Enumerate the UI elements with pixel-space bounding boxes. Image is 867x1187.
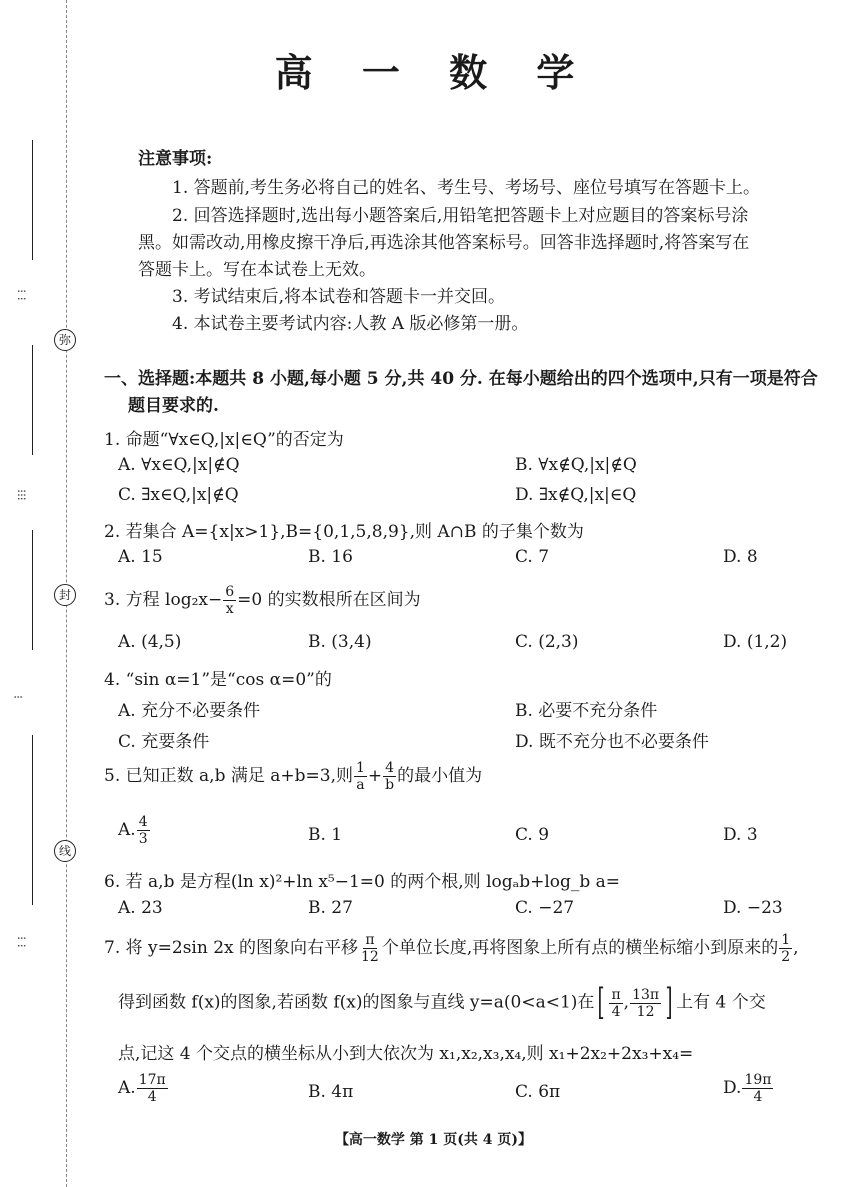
q3-frac-num: 6 xyxy=(225,584,235,600)
q7-a-label: A. xyxy=(118,1078,136,1098)
gutter-mark-4: ⁝ ⁝ xyxy=(14,936,29,948)
gutter-mark-2: ⁝⁝⁝ xyxy=(14,489,29,501)
q7-a-fraction xyxy=(137,1072,168,1105)
q5-option-a xyxy=(118,814,151,847)
notice-item-2-end: 答题卡上。写在本试卷上无效。 xyxy=(138,260,376,280)
q5-a-den: 3 xyxy=(138,831,148,847)
q3-stem-post: =0 的实数根所在区间为 xyxy=(237,590,421,610)
seal-circle-mi: 弥 xyxy=(54,329,76,351)
q7-int-b-den: 12 xyxy=(636,1003,655,1020)
q7-a-den: 4 xyxy=(147,1089,157,1105)
q3-frac-den: x xyxy=(225,601,234,617)
q7-left-bracket: [ xyxy=(597,982,605,1023)
q3-option-b: B. (3,4) xyxy=(308,632,372,652)
q7-shift-den: 12 xyxy=(361,949,379,965)
q3-option-d: D. (1,2) xyxy=(723,632,788,652)
q5-f1-den: a xyxy=(356,777,365,793)
q4-stem: 4. “sin α=1”是“cos α=0”的 xyxy=(104,670,332,690)
q7-interval-comma: , xyxy=(623,992,630,1013)
q4-option-c: C. 充要条件 xyxy=(118,732,210,752)
q2-option-b: B. 16 xyxy=(308,547,353,567)
q2-option-c: C. 7 xyxy=(515,547,550,567)
q5-f2-num: 4 xyxy=(385,760,395,776)
q5-f2-den: b xyxy=(385,777,395,793)
q7-l2-post: 上有 4 个交 xyxy=(676,992,766,1013)
q7-interval-end xyxy=(630,987,661,1020)
notice-item-2: 2. 回答选择题时,选出每小题答案后,用铅笔把答题卡上对应题目的答案标号涂 xyxy=(172,206,749,226)
q6-option-c: C. −27 xyxy=(515,898,575,918)
q1-option-b: B. ∀x∉Q,|x|∉Q xyxy=(515,455,637,475)
q7-int-a-num: π xyxy=(611,986,621,1003)
q4-option-a: A. 充分不必要条件 xyxy=(118,701,261,721)
q7-l1-mid: 个单位长度,再将图象上所有点的横坐标缩小到原来的 xyxy=(381,938,779,958)
page-title: 高 一 数 学 xyxy=(274,50,593,95)
notice-item-2-cont: 黑。如需改动,用橡皮擦干净后,再选涂其他答案标号。回答非选择题时,将答案写在 xyxy=(138,233,750,253)
q5-a-label: A. xyxy=(118,820,136,840)
q7-int-b-num: 13π xyxy=(632,986,660,1003)
q3-option-a: A. (4,5) xyxy=(118,632,182,652)
q7-d-fraction xyxy=(742,1072,773,1105)
q7-option-a xyxy=(118,1072,169,1105)
gutter-line-4 xyxy=(32,735,33,905)
section-header: 一、选择题:本题共 8 小题,每小题 5 分,共 40 分. 在每小题给出的四个选项中,只有一项是符合 xyxy=(104,369,818,389)
q7-l1-end: , xyxy=(793,938,799,958)
q7-shift-fraction xyxy=(359,932,381,965)
q5-fraction-1 xyxy=(354,760,367,793)
q5-option-d: D. 3 xyxy=(723,825,758,845)
q3-option-c: C. (2,3) xyxy=(515,632,579,652)
q2-option-d: D. 8 xyxy=(723,547,758,567)
q5-stem-pre: 5. 已知正数 a,b 满足 a+b=3,则 xyxy=(104,766,353,786)
q7-d-den: 4 xyxy=(753,1089,763,1105)
q5-a-fraction xyxy=(137,814,150,847)
q3-stem xyxy=(104,584,421,617)
q7-a-num: 17π xyxy=(138,1072,166,1088)
q4-option-b: B. 必要不充分条件 xyxy=(515,701,658,721)
q1-stem: 1. 命题“∀x∈Q,|x|∈Q”的否定为 xyxy=(104,430,344,450)
q7-l2-pre: 得到函数 f(x)的图象,若函数 f(x)的图象与直线 y=a(0<a<1)在 xyxy=(118,992,595,1013)
q7-half-den: 2 xyxy=(781,949,791,965)
q5-a-num: 4 xyxy=(138,814,148,830)
q7-right-bracket: ] xyxy=(665,982,673,1023)
q7-option-d xyxy=(723,1072,774,1105)
q7-l1-pre: 7. 将 y=2sin 2x 的图象向右平移 xyxy=(104,938,359,958)
q5-stem-post: 的最小值为 xyxy=(397,766,483,786)
notice-item-3: 3. 考试结束后,将本试卷和答题卡一并交回。 xyxy=(172,287,506,307)
q7-option-c: C. 6π xyxy=(515,1082,561,1102)
q4-option-d: D. 既不充分也不必要条件 xyxy=(515,732,709,752)
gutter-line-3 xyxy=(32,530,33,650)
q3-stem-pre: 3. 方程 log₂x− xyxy=(104,590,223,610)
gutter-mark-1: ⁝ ⁝ xyxy=(14,289,29,301)
q6-option-d: D. −23 xyxy=(723,898,783,918)
notice-item-1: 1. 答题前,考生务必将自己的姓名、考生号、考场号、座位号填写在答题卡上。 xyxy=(172,178,761,198)
q7-half-num: 1 xyxy=(781,932,791,948)
q6-option-a: A. 23 xyxy=(118,898,163,918)
section-header-cont: 题目要求的. xyxy=(128,396,219,416)
q2-option-a: A. 15 xyxy=(118,547,163,567)
page-footer: 【高一数学 第 1 页(共 4 页)】 xyxy=(334,1132,533,1148)
q7-line-2 xyxy=(118,982,766,1023)
q1-option-a: A. ∀x∈Q,|x|∉Q xyxy=(118,455,240,475)
q7-int-a-den: 4 xyxy=(611,1003,621,1020)
q5-option-b: B. 1 xyxy=(308,825,343,845)
gutter-line-2 xyxy=(32,345,33,455)
q7-option-b: B. 4π xyxy=(308,1082,354,1102)
q7-line-1 xyxy=(104,932,799,965)
gutter-mark-3: ⁝ xyxy=(10,695,25,699)
notice-item-4: 4. 本试卷主要考试内容:人教 A 版必修第一册。 xyxy=(172,314,529,334)
q5-plus: + xyxy=(367,766,383,786)
q7-half-fraction xyxy=(779,932,792,965)
q5-option-c: C. 9 xyxy=(515,825,550,845)
q3-fraction xyxy=(223,584,236,617)
seal-circle-xian: 线 xyxy=(54,840,76,862)
q2-stem: 2. 若集合 A={x|x>1},B={0,1,5,8,9},则 A∩B 的子集个数为 xyxy=(104,522,584,542)
q7-interval-start xyxy=(609,987,622,1020)
notice-heading: 注意事项: xyxy=(138,149,213,169)
q1-option-c: C. ∃x∈Q,|x|∉Q xyxy=(118,485,239,505)
q6-stem: 6. 若 a,b 是方程(ln x)²+ln x⁵−1=0 的两个根,则 logₐb+log_b a= xyxy=(104,872,621,892)
gutter-line-1 xyxy=(32,140,33,260)
q5-stem xyxy=(104,760,482,793)
q6-option-b: B. 27 xyxy=(308,898,353,918)
q1-option-d: D. ∃x∉Q,|x|∈Q xyxy=(515,485,637,505)
q7-line-3: 点,记这 4 个交点的横坐标从小到大依次为 x₁,x₂,x₃,x₄,则 x₁+2x₂+2x₃+x₄= xyxy=(118,1044,694,1064)
q5-fraction-2 xyxy=(383,760,396,793)
q7-d-label: D. xyxy=(723,1078,742,1098)
q7-shift-num: π xyxy=(365,932,375,948)
q7-d-num: 19π xyxy=(744,1072,772,1088)
q5-f1-num: 1 xyxy=(355,760,365,776)
seal-circle-feng: 封 xyxy=(54,584,76,606)
